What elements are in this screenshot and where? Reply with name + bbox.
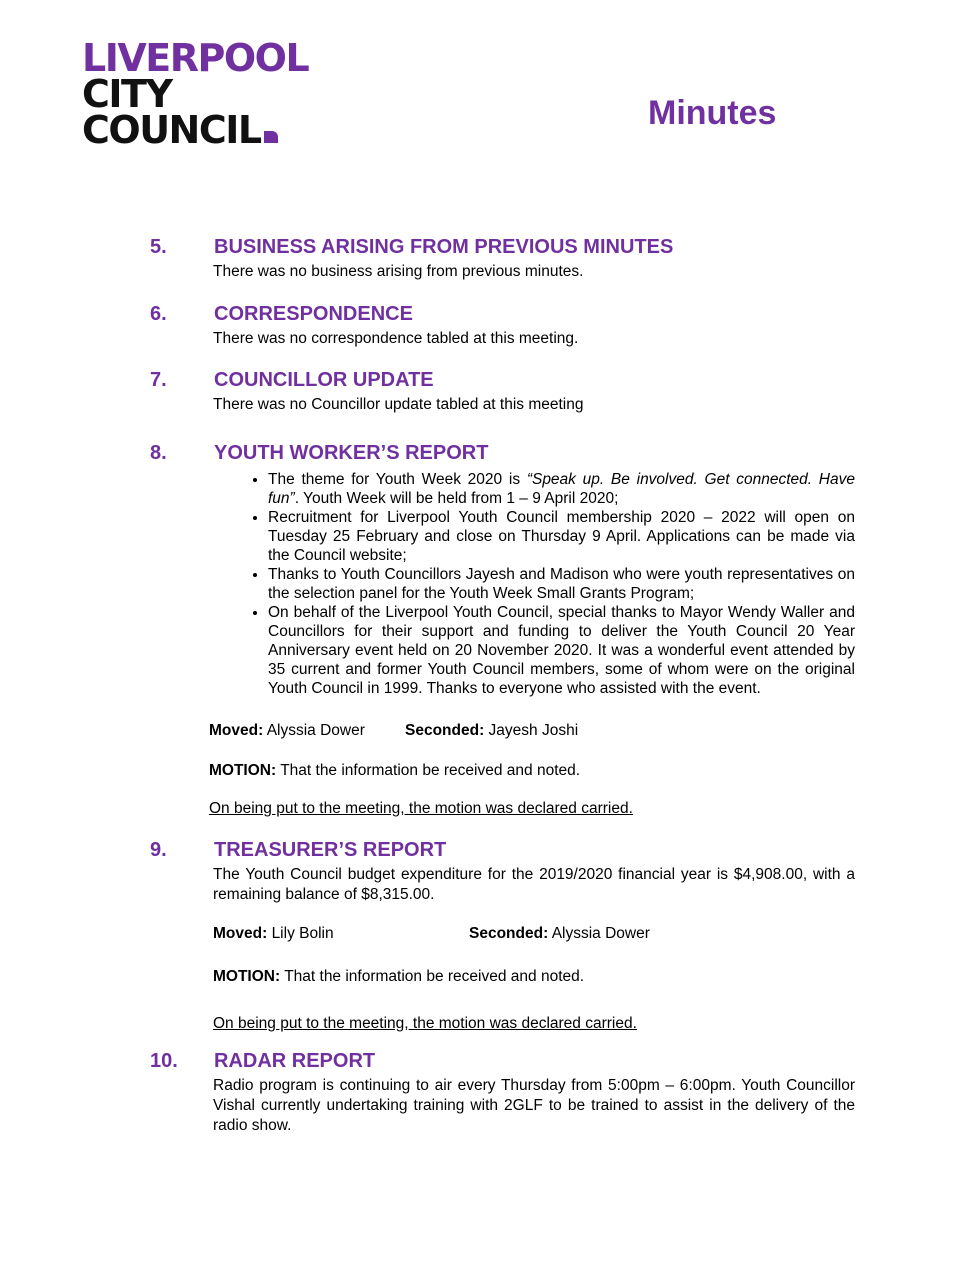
section-6 (150, 303, 855, 349)
s8-motion (209, 761, 580, 781)
s8-moved (209, 721, 365, 741)
motion-label: MOTION: (213, 968, 281, 985)
motion-text: That the information be received and noted. (284, 968, 585, 985)
report-bullet-list (150, 470, 855, 698)
section-5 (150, 236, 855, 282)
section-number: 7. (150, 369, 167, 391)
motion-text: That the information be received and noted. (280, 762, 581, 779)
section-10 (150, 1050, 855, 1136)
motion-label: MOTION: (209, 762, 277, 779)
moved-label: Moved: (209, 722, 264, 739)
logo-line-council (82, 108, 308, 152)
council-logo (82, 36, 309, 152)
section-text: There was no correspondence tabled at this meeting. (213, 330, 579, 347)
section-title: RADAR REPORT (214, 1050, 376, 1072)
section-title: BUSINESS ARISING FROM PREVIOUS MINUTES (214, 236, 674, 258)
section-text: There was no Councillor update tabled at this meeting (213, 396, 584, 413)
s9-motion-result: On being put to the meeting, the motion was declared carried. (213, 1015, 637, 1032)
seconded-label: Seconded: (469, 925, 549, 942)
youth-week-theme: “Speak up. Be involved. Get connected. Have fun” (268, 471, 855, 507)
s9-moved (213, 924, 334, 944)
section-text: There was no business arising from previous minutes. (213, 263, 584, 280)
section-text: Radio program is continuing to air every Thursday from 5:00pm – 6:00pm. Youth Councillor Vishal currently undertaking training with 2GLF to be trained to assist in the delivery of the radio show. (213, 1077, 855, 1134)
section-number: 5. (150, 236, 167, 258)
list-item: • On behalf of the Liverpool Youth Council, special thanks to Mayor Wendy Waller and Councillors for their support and funding to deliver the Youth Council 20 Year Anniversary event held on 20 November 2020. It was a wonderful event attended by 35 current and former Youth Council members, some of whom were on the original Youth Council in 1999. Thanks to everyone who assisted with the event. (268, 603, 855, 698)
logo-word-council: COUNCIL (82, 108, 261, 152)
list-item: • Recruitment for Liverpool Youth Council membership 2020 – 2022 will open on Tuesday 25 February and close on Thursday 9 April. Applications can be made via the Council website; (268, 508, 855, 565)
document-title: Minutes (648, 94, 777, 132)
section-number: 10. (150, 1050, 178, 1072)
s9-motion (213, 967, 584, 987)
section-number: 8. (150, 442, 167, 464)
moved-label: Moved: (213, 925, 268, 942)
section-number: 9. (150, 839, 167, 861)
section-7 (150, 369, 855, 415)
logo-line-city: CITY (82, 72, 172, 116)
section-8 (150, 442, 855, 698)
section-title: TREASURER’S REPORT (214, 839, 447, 861)
moved-name: Lily Bolin (271, 925, 334, 942)
s9-seconded (469, 924, 650, 944)
list-item: • The theme for Youth Week 2020 is “Speak up. Be involved. Get connected. Have fun”. Youth Week will be held from 1 – 9 April 2020; (268, 470, 855, 508)
moved-name: Alyssia Dower (266, 722, 365, 739)
seconded-name: Alyssia Dower (551, 925, 650, 942)
logo-mark-icon (264, 131, 278, 143)
section-9 (150, 839, 855, 905)
logo-line-liverpool: LIVERPOOL (82, 36, 309, 80)
section-text: The Youth Council budget expenditure for the 2019/2020 financial year is $4,908.00, with a remaining balance of $8,315.00. (213, 866, 855, 903)
s8-seconded (405, 721, 578, 741)
section-title: CORRESPONDENCE (214, 303, 413, 325)
seconded-label: Seconded: (405, 722, 485, 739)
list-item: • Thanks to Youth Councillors Jayesh and Madison who were youth representatives on the selection panel for the Youth Week Small Grants Program; (268, 565, 855, 603)
section-title: COUNCILLOR UPDATE (214, 369, 434, 391)
section-title: YOUTH WORKER’S REPORT (214, 442, 489, 464)
section-number: 6. (150, 303, 167, 325)
seconded-name: Jayesh Joshi (488, 722, 579, 739)
s8-motion-result: On being put to the meeting, the motion was declared carried. (209, 800, 633, 817)
